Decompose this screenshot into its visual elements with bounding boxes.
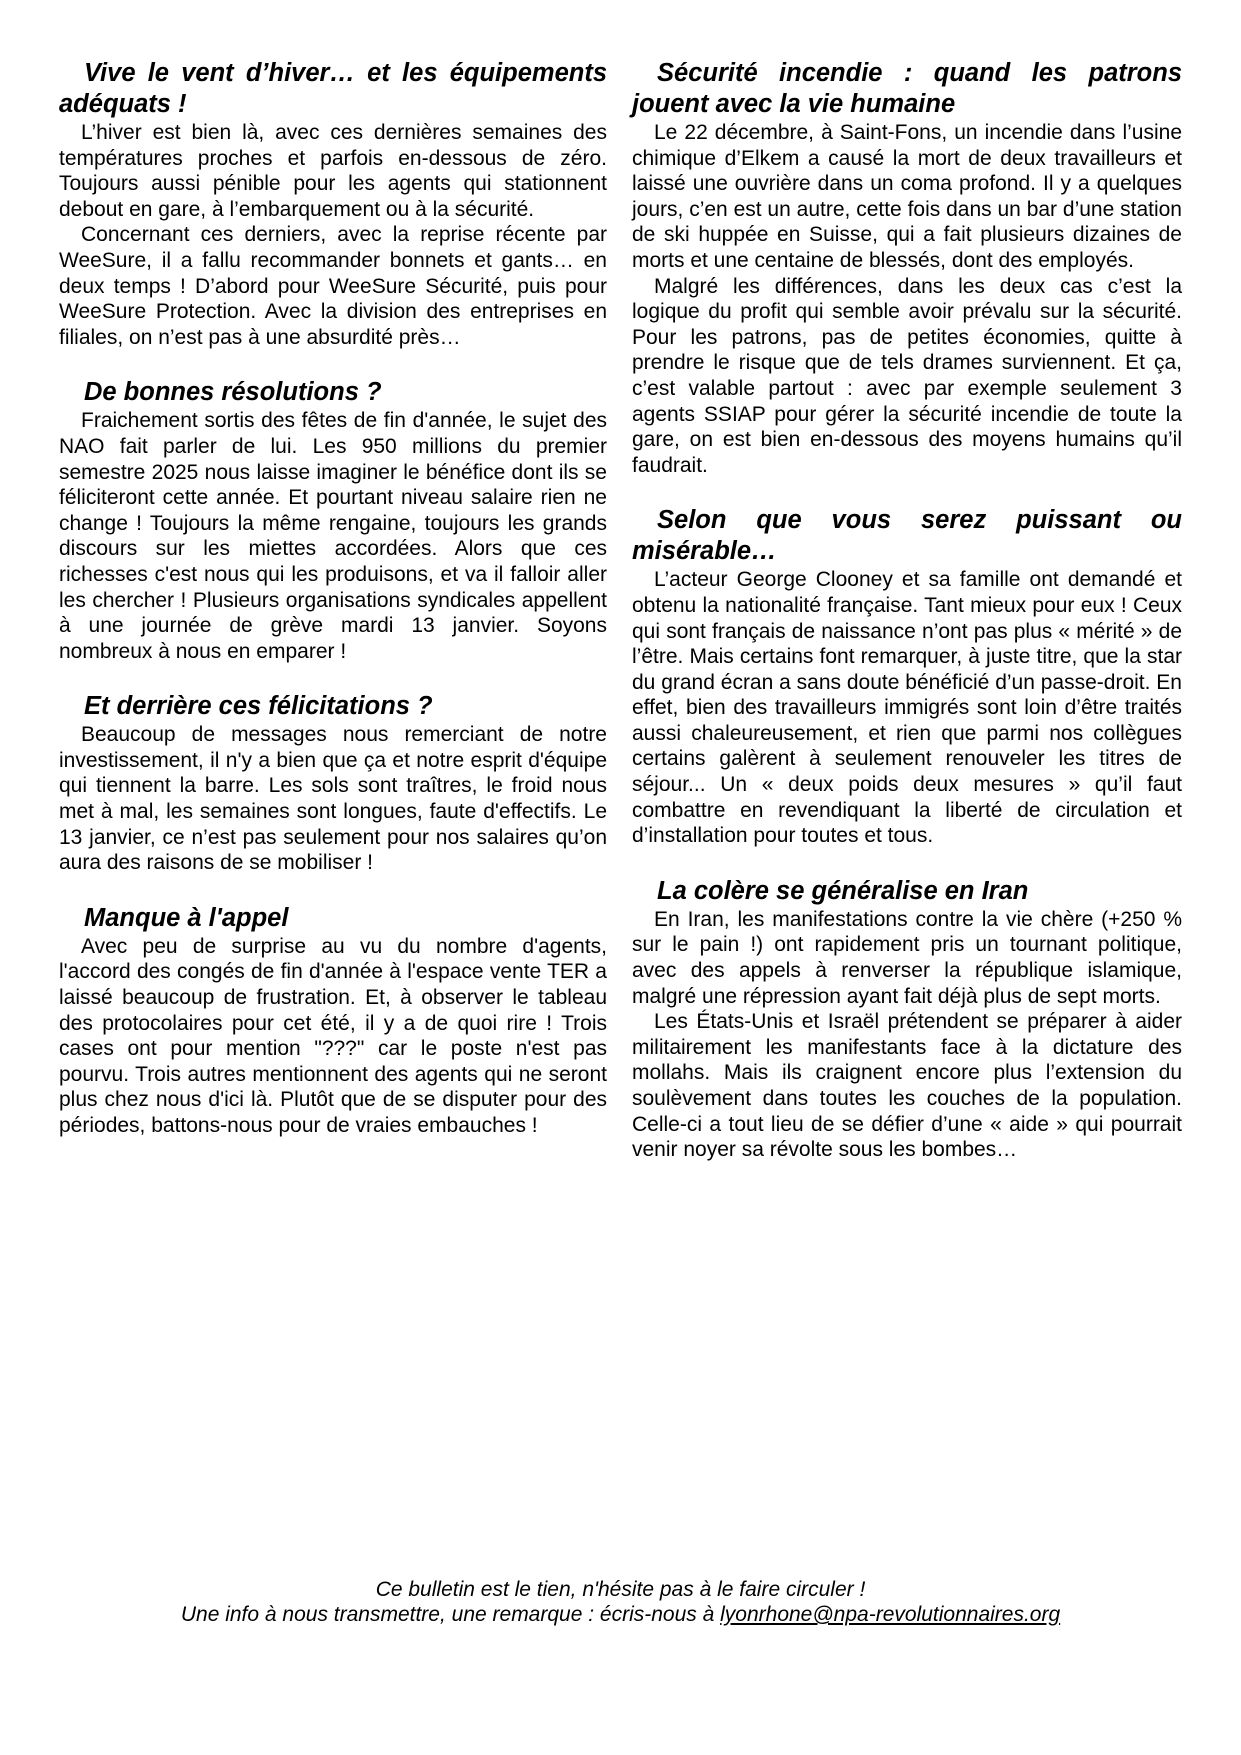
left-column [59, 58, 607, 1166]
article-paragraph: En Iran, les manifestations contre la vie chère (+250 % sur le pain !) ont rapidement pris un tournant politique, avec des appels à renverser la république islamique, malgré une répression ayant fait déjà plus de sept morts. [632, 907, 1182, 1008]
article-bonnes-resolutions [59, 377, 607, 664]
article-title: Manque à l'appel [84, 903, 289, 932]
footer-contact-text: Une info à nous transmettre, une remarque : écris-nous à [180, 1603, 721, 1626]
footer-line-contact [0, 1602, 1241, 1627]
email-link[interactable]: lyonrhone@npa-revolutionnaires.org [720, 1603, 1061, 1626]
footer [0, 1577, 1241, 1627]
article-title: Et derrière ces félicitations ? [84, 692, 433, 721]
right-column [632, 58, 1182, 1190]
article-paragraph: Avec peu de surprise au vu du nombre d'agents, l'accord des congés de fin d'année à l'espace vente TER a laissé beaucoup de frustration. Et, à observer le tableau des protocolaires pour cet été, il y a de quoi rire ! Trois cases ont pour mention "???" car le poste n'est pas pourvu. Trois autres mentionnent des agents qui ne seront plus chez nous d'ici là. Plutôt que de se disputer pour des périodes, battons-nous pour de vraies embauches ! [59, 934, 607, 1137]
article-title: De bonnes résolutions ? [84, 378, 382, 407]
article-felicitations [59, 691, 607, 876]
article-iran [632, 876, 1182, 1163]
article-securite-incendie [632, 58, 1182, 478]
article-paragraph: Beaucoup de messages nous remerciant de notre investissement, il n'y a bien que ça et notre esprit d'équipe qui tiennent la barre. Les sols sont traîtres, le froid nous met à mal, les semaines sont longues, faute d'effectifs. Le 13 janvier, ce n’est pas seulement pour nos salaires qu’on aura des raisons de se mobiliser ! [59, 723, 607, 875]
article-paragraph: Le 22 décembre, à Saint-Fons, un incendie dans l’usine chimique d’Elkem a causé la mort de deux travailleurs et laissé une ouvrière dans un coma profond. Il y a quelques jours, c’en est un autre, cette fois dans un bar d’une station de ski huppée en Suisse, qui a fait plusieurs dizaines de morts et une centaine de blessés, dont des employés. [632, 121, 1182, 272]
article-manque-appel [59, 903, 607, 1139]
article-paragraph: Concernant ces derniers, avec la reprise récente par WeeSure, il a fallu recommander bonnets et gants… en deux temps ! D’abord pour WeeSure Sécurité, puis pour WeeSure Protection. Avec la division des entreprises en filiales, on n’est pas à une absurdité près… [59, 223, 607, 349]
article-title: Selon que vous serez puissant ou misérable… [632, 506, 1182, 566]
article-title: Vive le vent d’hiver… et les équipements adéquats ! [59, 59, 607, 118]
article-paragraph: Les États-Unis et Israël prétendent se préparer à aider militairement les manifestants face à la dictature des mollahs. Mais ils craignent encore plus l’extension du soulèvement dans toutes les couches de la population. Celle-ci a tout lieu de se défier d’une « aide » qui pourrait venir noyer sa révolte sous les bombes… [632, 1010, 1182, 1162]
article-paragraph: Malgré les différences, dans les deux cas c’est la logique du profit qui semble avoir prévalu sur la sécurité. Pour les patrons, pas de petites économies, quitte à prendre le risque que de tels drames surviennent. Et ça, c’est valable partout : avec par exemple seulement 3 agents SSIAP pour gérer la sécurité incendie de toute la gare, on est bien en-dessous des moyens humains qu’il faudrait. [632, 274, 1182, 477]
article-paragraph: L’acteur George Clooney et sa famille ont demandé et obtenu la nationalité française. Tant mieux pour eux ! Ceux qui sont français de naissance n’ont pas plus « mérité » de l’être. Mais certains font remarquer, à juste titre, que la star du grand écran a sans doute bénéficié d’un passe-droit. En effet, bien des travailleurs immigrés sont loin d’être traités aussi chaleureusement, et rien que parmi nos collègues certains galèrent à seulement renouveler les titres de séjour... Un « deux poids deux mesures » qu’il faut combattre en revendiquant la liberté de circulation et d’installation pour toutes et tous. [632, 568, 1182, 848]
article-title: La colère se généralise en Iran [657, 876, 1029, 905]
footer-line-circulate: Ce bulletin est le tien, n'hésite pas à le faire circuler ! [375, 1578, 866, 1601]
article-puissant-miserable [632, 505, 1182, 849]
article-paragraph: Fraichement sortis des fêtes de fin d'année, le sujet des NAO fait parler de lui. Les 950 millions du premier semestre 2025 nous laisse imaginer le bénéfice dont ils se féliciteront cette année. Et pourtant niveau salaire rien ne change ! Toujours la même rengaine, toujours les grands discours sur les miettes accordées. Alors que ces richesses c'est nous qui les produisons, et va il falloir aller les chercher ! Plusieurs organisations syndicales appellent à une journée de grève mardi 13 janvier. Soyons nombreux à nous en emparer ! [59, 409, 607, 663]
article-title: Sécurité incendie : quand les patrons jouent avec la vie humaine [632, 59, 1182, 118]
article-vent-hiver [59, 58, 607, 350]
article-paragraph: L’hiver est bien là, avec ces dernières semaines des températures proches et parfois en-dessous de zéro. Toujours aussi pénible pour les agents qui stationnent debout en gare, à l’embarquement ou à la sécurité. [59, 121, 607, 221]
